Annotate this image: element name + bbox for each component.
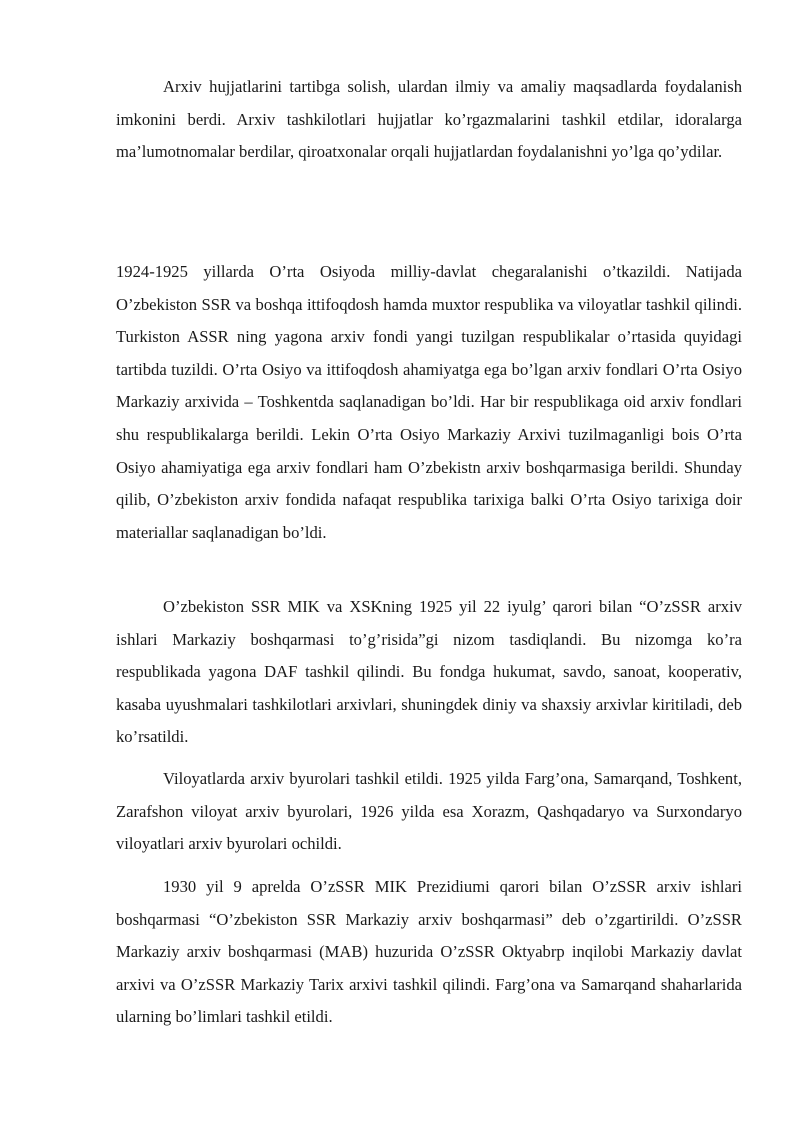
paragraph-archive-usage	[116, 71, 742, 169]
paragraph-regional-bureaus	[116, 763, 742, 861]
paragraph-reorganization-1930	[116, 871, 742, 1034]
paragraph-text: Arxiv hujjatlarini tartibga solish, ulardan ilmiy va amaliy maqsadlarda foydalanish imkonini berdi. Arxiv tashkilotlari hujjatlar ko’rgazmalarini tashkil etdilar, idoralarga ma’lumotnomalar berdilar, qiroatxonalar orqali hujjatlardan foydalanishni yo’lga qo’ydilar.	[116, 77, 742, 162]
paragraph-text: 1930 yil 9 aprelda O’zSSR MIK Prezidiumi qarori bilan O’zSSR arxiv ishlari boshqarmasi “O’zbekiston SSR Markaziy arxiv boshqarmasi” deb o’zgartirildi. O’zSSR Markaziy arxiv boshqarmasi (MAB) huzurida O’zSSR Oktyabrp inqilobi Markaziy davlat arxivi va O’zSSR Markaziy Tarix arxivi tashkil qilindi. Farg’ona va Samarqand shaharlarida ularning bo’limlari tashkil etildi.	[116, 877, 742, 1027]
paragraph-text: O’zbekiston SSR MIK va XSKning 1925 yil 22 iyulg’ qarori bilan “O’zSSR arxiv ishlari Markaziy boshqarmasi to’g’risida”gi nizom tasdiqlandi. Bu nizomga ko’ra respublikada yagona DAF tashkil qilindi. Bu fondga hukumat, savdo, sanoat, kooperativ, kasaba uyushmalari tashkilotlari arxivlari, shuningdek diniy va shaxsiy arxivlar kiritiladi, deb ko’rsatildi.	[116, 597, 742, 747]
paragraph-text: 1924-1925 yillarda O’rta Osiyoda milliy-davlat chegaralanishi o’tkazildi. Natijada O’zbekiston SSR va boshqa ittifoqdosh hamda muxtor respublika va viloyatlar tashkil qilindi. Turkiston ASSR ning yagona arxiv fondi yangi tuzilgan respublikalar o’rtasida quyidagi tartibda tuzildi. O’rta Osiyo va ittifoqdosh ahamiyatga ega bo’lgan arxiv fondlari O’rta Osiyo Markaziy arxivida – Toshkentda saqlanadigan bo’ldi. Har bir respublikaga oid arxiv fondlari shu respublikalarga berildi. Lekin O’rta Osiyo Markaziy Arxivi tuzilmaganligi bois O’rta Osiyo ahamiyatiga ega arxiv fondlari ham O’zbekistn arxiv boshqarmasiga berildi. Shunday qilib, O’zbekiston arxiv fondida nafaqat respublika tarixiga balki O’rta Osiyo tarixiga doir materiallar saqlanadigan bo’ldi.	[116, 262, 742, 542]
paragraph-text: Viloyatlarda arxiv byurolari tashkil etildi. 1925 yilda Farg’ona, Samarqand, Toshkent, Zarafshon viloyat arxiv byurolari, 1926 yilda esa Xorazm, Qashqadaryo va Surxondaryo viloyatlari arxiv byurolari ochildi.	[116, 769, 742, 854]
paragraph-statute-1925	[116, 591, 742, 754]
paragraph-delimitation-1924	[116, 256, 742, 549]
